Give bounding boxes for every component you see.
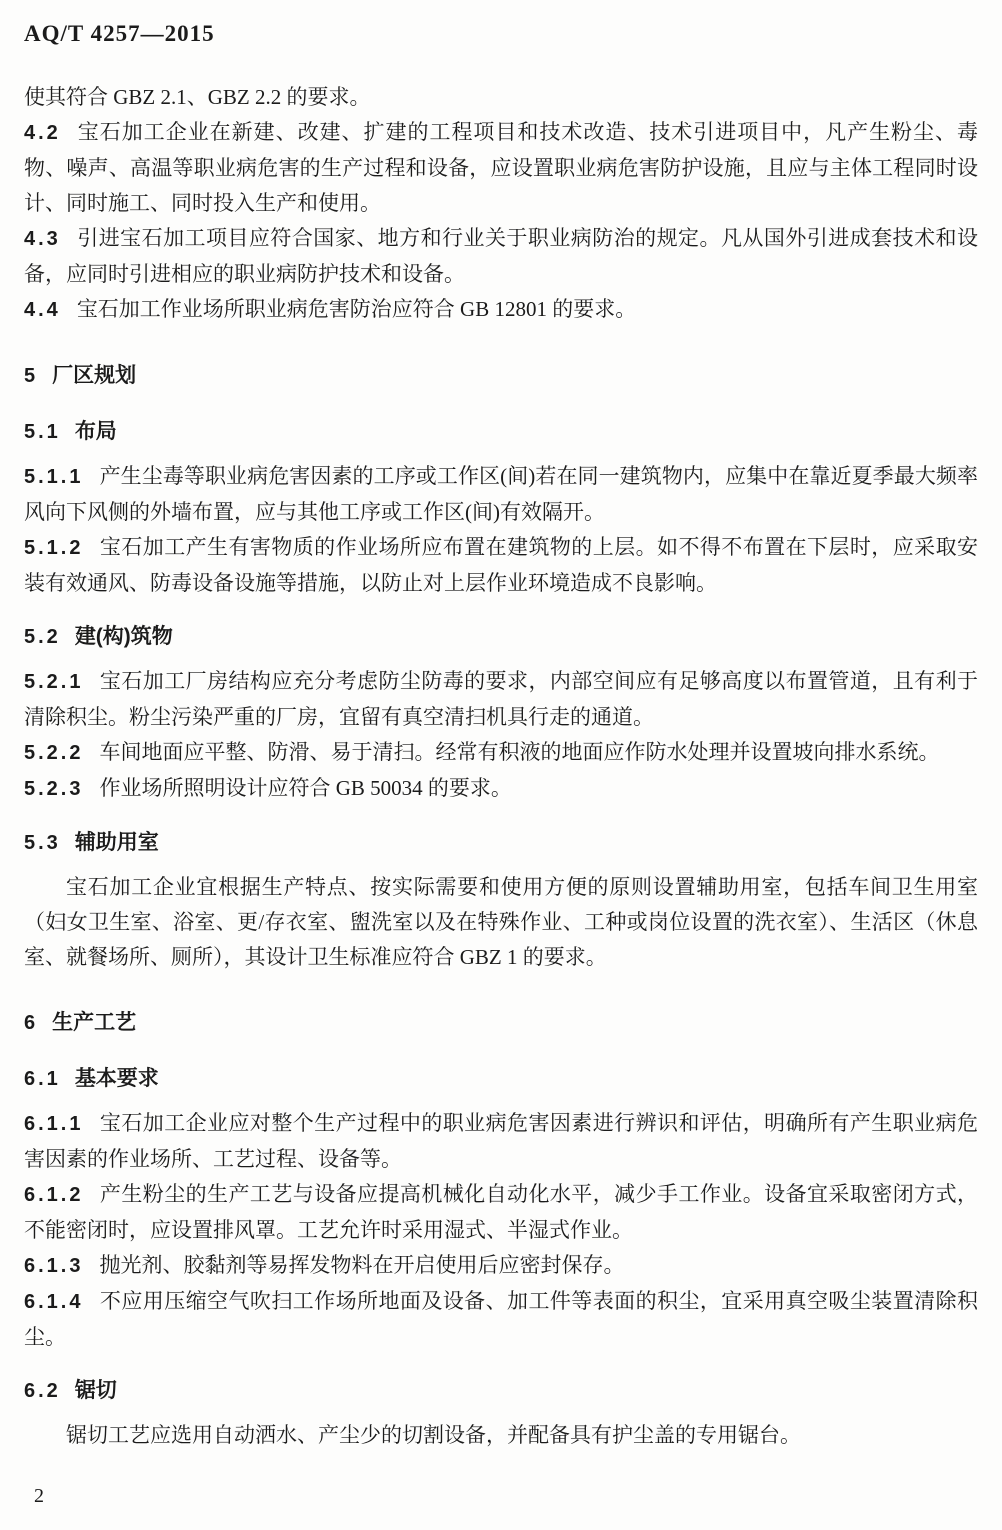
subsection-heading-5-3 xyxy=(24,829,978,857)
paragraph-6-2 xyxy=(24,1418,978,1453)
clause-number: 6.1.2 xyxy=(24,1184,84,1206)
subsection-heading-6-1 xyxy=(24,1065,978,1093)
clause-number: 5.1.1 xyxy=(24,466,84,488)
continuation-paragraph xyxy=(24,80,978,115)
clause-number: 5.2.3 xyxy=(24,778,84,800)
subsection-heading-5-2 xyxy=(24,623,978,651)
subsection-number: 5.1 xyxy=(24,421,61,443)
clause-number: 4.2 xyxy=(24,122,61,144)
clause-number: 6.1.3 xyxy=(24,1255,84,1277)
subsection-number: 6.2 xyxy=(24,1380,61,1402)
clause-text: 作业场所照明设计应符合 GB 50034 的要求。 xyxy=(99,776,512,800)
paragraph-5-3 xyxy=(24,870,978,975)
subsection-heading-5-1 xyxy=(24,418,978,446)
clause-5-1-2 xyxy=(24,530,978,601)
paragraph-text: 锯切工艺应选用自动洒水、产尘少的切割设备，并配备具有护尘盖的专用锯台。 xyxy=(66,1423,801,1447)
subsection-title: 辅助用室 xyxy=(74,831,159,854)
clause-text: 不应用压缩空气吹扫工作场所地面及设备、加工件等表面的积尘，宜采用真空吸尘装置清除积尘。 xyxy=(24,1289,978,1349)
subsection-title: 锯切 xyxy=(74,1379,117,1402)
clause-number: 6.1.4 xyxy=(24,1291,84,1313)
clause-number: 6.1.1 xyxy=(24,1113,84,1135)
clause-number: 5.2.1 xyxy=(24,671,84,693)
subsection-heading-6-2 xyxy=(24,1377,978,1405)
clause-4-4 xyxy=(24,292,978,328)
clause-6-1-4 xyxy=(24,1284,978,1355)
subsection-title: 布局 xyxy=(74,420,117,443)
subsection-number: 5.3 xyxy=(24,832,61,854)
clause-6-1-2 xyxy=(24,1177,978,1248)
subsection-number: 6.1 xyxy=(24,1068,61,1090)
clause-4-3 xyxy=(24,221,978,292)
clause-text: 宝石加工作业场所职业病危害防治应符合 GB 12801 的要求。 xyxy=(76,297,637,321)
section-title: 生产工艺 xyxy=(52,1011,137,1034)
document-content xyxy=(24,80,978,1453)
clause-5-2-3 xyxy=(24,771,978,807)
clause-number: 5.2.2 xyxy=(24,742,84,764)
paragraph-text: 宝石加工企业宜根据生产特点、按实际需要和使用方便的原则设置辅助用室，包括车间卫生用室（妇女卫生室、浴室、更/存衣室、盥洗室以及在特殊作业、工种或岗位设置的洗衣室）、生活区（休息室、就餐场所、厕所），其设计卫生标准应符合 GBZ 1 的要求。 xyxy=(24,875,978,969)
subsection-number: 5.2 xyxy=(24,626,61,648)
clause-text: 产生尘毒等职业病危害因素的工序或工作区(间)若在同一建筑物内，应集中在靠近夏季最大频率风向下风侧的外墙布置，应与其他工序或工作区(间)有效隔开。 xyxy=(24,464,978,524)
clause-5-1-1 xyxy=(24,459,978,530)
clause-text: 宝石加工企业在新建、改建、扩建的工程项目和技术改造、技术引进项目中，凡产生粉尘、毒物、噪声、高温等职业病危害的生产过程和设备，应设置职业病危害防护设施，且应与主体工程同时设计、同时施工、同时投入生产和使用。 xyxy=(24,120,978,215)
standard-number-header: AQ/T 4257—2015 xyxy=(24,21,215,46)
section-number: 5 xyxy=(24,365,39,387)
section-heading-5 xyxy=(24,362,978,390)
clause-number: 4.3 xyxy=(24,228,61,250)
subsection-title: 基本要求 xyxy=(74,1067,159,1090)
clause-5-2-1 xyxy=(24,664,978,735)
clause-text: 抛光剂、胶黏剂等易挥发物料在开启使用后应密封保存。 xyxy=(99,1253,625,1277)
clause-6-1-1 xyxy=(24,1106,978,1177)
clause-text: 产生粉尘的生产工艺与设备应提高机械化自动化水平，减少手工作业。设备宜采取密闭方式，不能密闭时，应设置排风罩。工艺允许时采用湿式、半湿式作业。 xyxy=(24,1182,978,1242)
clause-text: 引进宝石加工项目应符合国家、地方和行业关于职业病防治的规定。凡从国外引进成套技术和设备，应同时引进相应的职业病防护技术和设备。 xyxy=(24,226,978,286)
section-number: 6 xyxy=(24,1012,39,1034)
paragraph-text: 使其符合 GBZ 2.1、GBZ 2.2 的要求。 xyxy=(24,85,371,109)
clause-number: 4.4 xyxy=(24,299,61,321)
section-title: 厂区规划 xyxy=(52,364,137,387)
clause-text: 车间地面应平整、防滑、易于清扫。经常有积液的地面应作防水处理并设置坡向排水系统。 xyxy=(99,740,940,764)
clause-text: 宝石加工产生有害物质的作业场所应布置在建筑物的上层。如不得不布置在下层时，应采取安装有效通风、防毒设备设施等措施，以防止对上层作业环境造成不良影响。 xyxy=(24,535,978,595)
clause-6-1-3 xyxy=(24,1248,978,1284)
clause-text: 宝石加工厂房结构应充分考虑防尘防毒的要求，内部空间应有足够高度以布置管道，且有利于清除积尘。粉尘污染严重的厂房，宜留有真空清扫机具行走的通道。 xyxy=(24,669,978,729)
subsection-title: 建(构)筑物 xyxy=(74,625,173,648)
page-number: 2 xyxy=(34,1485,44,1507)
clause-number: 5.1.2 xyxy=(24,537,84,559)
section-heading-6 xyxy=(24,1009,978,1037)
clause-4-2 xyxy=(24,115,978,221)
clause-text: 宝石加工企业应对整个生产过程中的职业病危害因素进行辨识和评估，明确所有产生职业病危害因素的作业场所、工艺过程、设备等。 xyxy=(24,1111,978,1171)
clause-5-2-2 xyxy=(24,735,978,771)
